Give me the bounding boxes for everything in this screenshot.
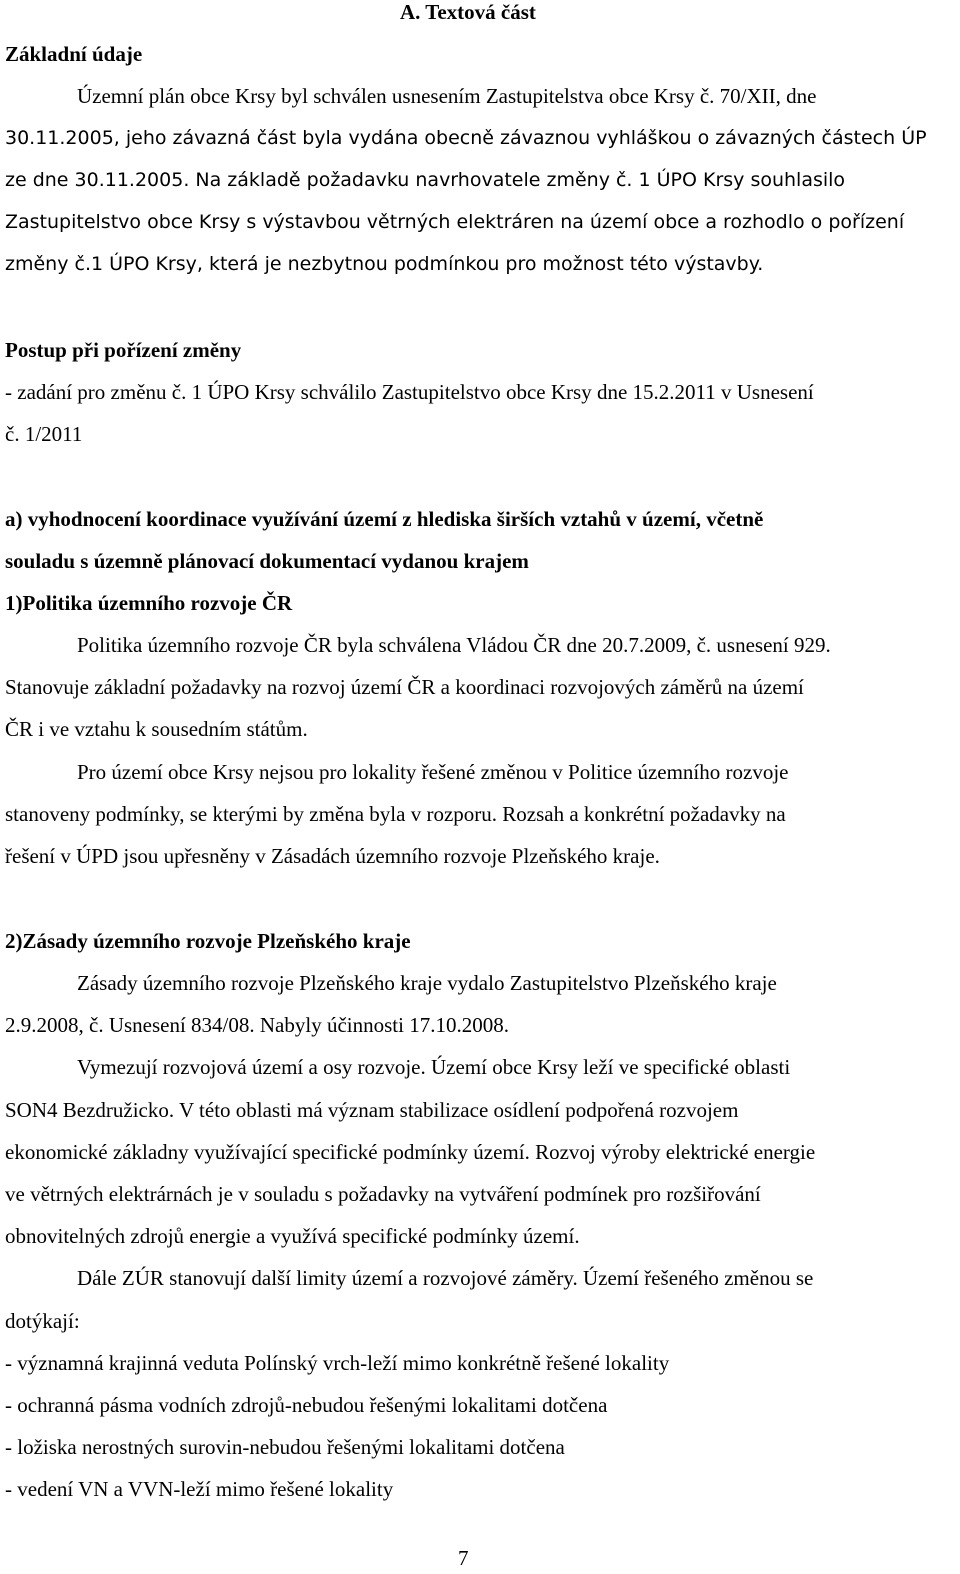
procedure-heading: Postup při pořízení změny xyxy=(5,338,242,362)
procedure-line-1: - zadání pro změnu č. 1 ÚPO Krsy schválilo Zastupitelstvo obce Krsy dne 15.2.2011 v Usnesení xyxy=(5,380,814,404)
policy-line-5: stanoveny podmínky, se kterými by změna byla v rozporu. Rozsah a konkrétní požadavky na xyxy=(5,802,786,826)
zur-line-8: Dále ZÚR stanovují další limity území a rozvojové záměry. Území řešeného změnou se xyxy=(77,1266,814,1290)
a-heading-line-2: souladu s územně plánovací dokumentací vydanou krajem xyxy=(5,549,529,573)
basic-line-3a: ze dne 30.11.2005. xyxy=(5,169,190,191)
page-number: 7 xyxy=(458,1546,469,1570)
basic-line-3 xyxy=(5,168,845,192)
bullet-item-3: - ložiska nerostných surovin-nebudou řešenými lokalitami dotčena xyxy=(5,1435,565,1459)
policy-line-4: Pro území obce Krsy nejsou pro lokality řešené změnou v Politice územního rozvoje xyxy=(77,760,789,784)
a-heading-line-1: a) vyhodnocení koordinace využívání území z hlediska širších vztahů v území, včetně xyxy=(5,507,764,531)
zur-line-5: ekonomické základny využívající specifické podmínky území. Rozvoj výroby elektrické energie xyxy=(5,1140,816,1164)
zur-line-7: obnovitelných zdrojů energie a využívá specifické podmínky území. xyxy=(5,1224,580,1248)
policy-line-3: ČR i ve vztahu k sousedním státům. xyxy=(5,717,308,741)
zur-line-6: ve větrných elektrárnách je v souladu s požadavky na vytváření podmínek pro rozšiřování xyxy=(5,1182,761,1206)
policy-line-2: Stanovuje základní požadavky na rozvoj území ČR a koordinaci rozvojových záměrů na území xyxy=(5,675,804,699)
bullet-item-2: - ochranná pásma vodních zdrojů-nebudou řešenými lokalitami dotčena xyxy=(5,1393,608,1417)
basic-line-2: 30.11.2005, jeho závazná část byla vydána obecně závaznou vyhláškou o závazných částech ÚP xyxy=(5,127,927,149)
section-title: A. Textová část xyxy=(400,0,536,24)
policy-line-6: řešení v ÚPD jsou upřesněny v Zásadách územního rozvoje Plzeňského kraje. xyxy=(5,844,660,868)
zur-line-9: dotýkají: xyxy=(5,1309,80,1333)
policy-line-1: Politika územního rozvoje ČR byla schválena Vládou ČR dne 20.7.2009, č. usnesení 929. xyxy=(77,633,831,657)
zur-line-1: Zásady územního rozvoje Plzeňského kraje vydalo Zastupitelstvo Plzeňského kraje xyxy=(77,971,777,995)
basic-line-5: změny č.1 ÚPO Krsy, která je nezbytnou podmínkou pro možnost této výstavby. xyxy=(5,253,764,275)
basic-heading: Základní údaje xyxy=(5,42,143,66)
basic-line-1: Územní plán obce Krsy byl schválen usnesením Zastupitelstva obce Krsy č. 70/XII, dne xyxy=(77,84,817,108)
zur-line-4: SON4 Bezdružicko. V této oblasti má význam stabilizace osídlení podpořená rozvojem xyxy=(5,1098,739,1122)
basic-line-3b: Na základě požadavku navrhovatele změny č. 1 ÚPO Krsy souhlasilo xyxy=(195,169,846,191)
zur-heading: 2)Zásady územního rozvoje Plzeňského kraje xyxy=(5,929,411,953)
bullet-item-4: - vedení VN a VVN-leží mimo řešené lokality xyxy=(5,1477,394,1501)
basic-line-4: Zastupitelstvo obce Krsy s výstavbou větrných elektráren na území obce a rozhodlo o pořízení xyxy=(5,211,905,233)
bullet-item-1: - významná krajinná veduta Polínský vrch-leží mimo konkrétně řešené lokality xyxy=(5,1351,670,1375)
zur-line-3: Vymezují rozvojová území a osy rozvoje. Území obce Krsy leží ve specifické oblasti xyxy=(77,1055,791,1079)
zur-line-2: 2.9.2008, č. Usnesení 834/08. Nabyly účinnosti 17.10.2008. xyxy=(5,1013,509,1037)
policy-heading: 1)Politika územního rozvoje ČR xyxy=(5,591,293,615)
procedure-line-2: č. 1/2011 xyxy=(5,422,83,446)
